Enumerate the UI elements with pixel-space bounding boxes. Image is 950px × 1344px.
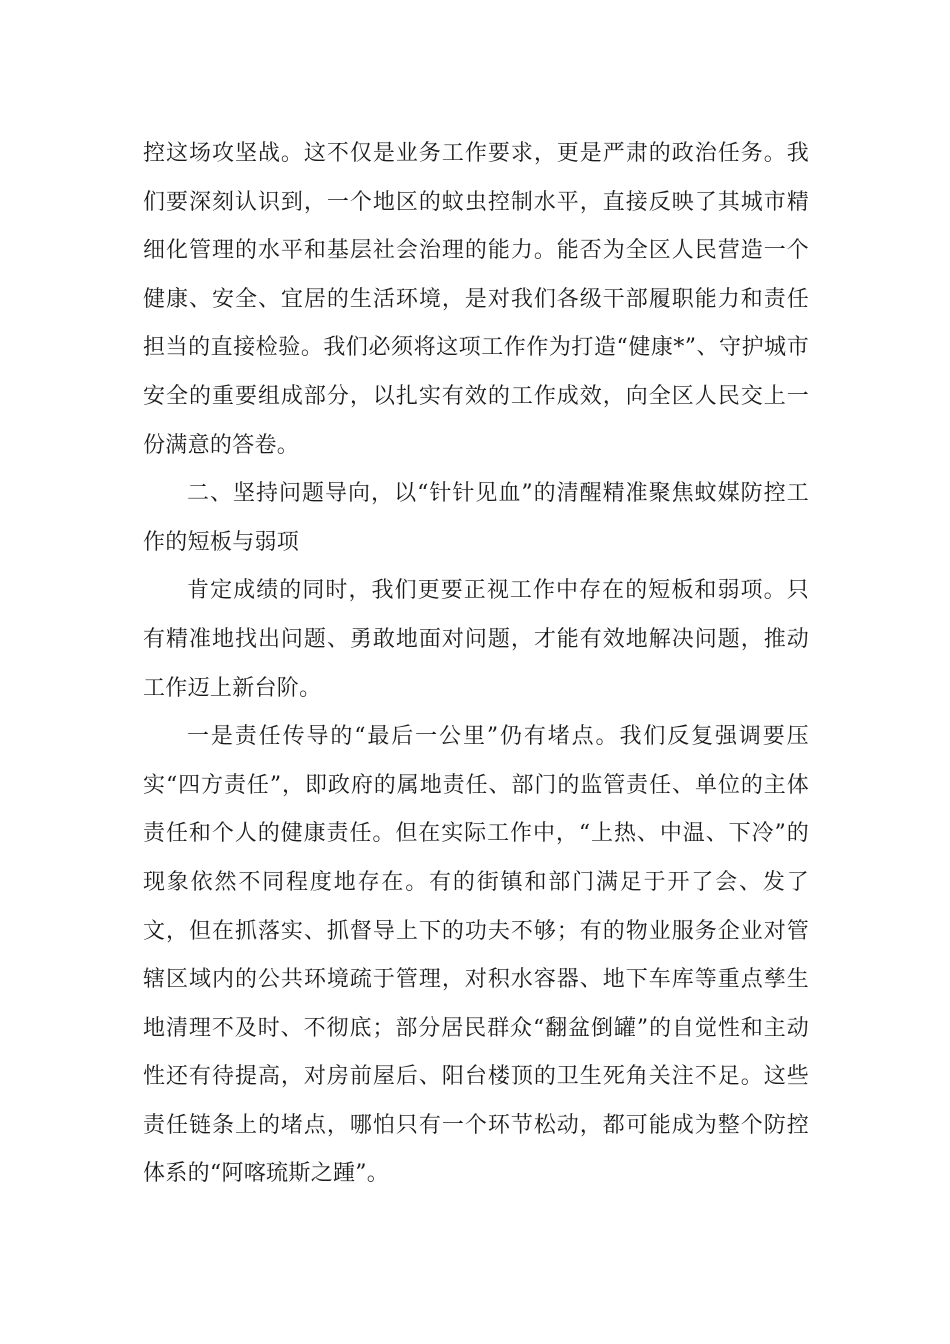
paragraph-intro: 肯定成绩的同时，我们更要正视工作中存在的短板和弱项。只有精准地找出问题、勇敢地面对问题，才能有效地解决问题，推动工作迈上新台阶。: [143, 578, 809, 701]
paragraph-continuation: 控这场攻坚战。这不仅是业务工作要求，更是严肃的政治任务。我们要深刻认识到，一个地区的蚊虫控制水平，直接反映了其城市精细化管理的水平和基层社会治理的能力。能否为全区人民营造一个健康、安全、宜居的生活环境，是对我们各级干部履职能力和责任担当的直接检验。我们必须将这项工作作为打造“健康*”、守护城市安全的重要组成部分，以扎实有效的工作成效，向全区人民交上一份满意的答卷。: [143, 141, 809, 458]
section-heading-two: 二、坚持问题导向，以“针针见血”的清醒精准聚焦蚊媒防控工作的短板与弱项: [143, 481, 809, 555]
document-body: [143, 130, 809, 1199]
paragraph-point-one: 一是责任传导的“最后一公里”仍有堵点。我们反复强调要压实“四方责任”，即政府的属地责任、部门的监管责任、单位的主体责任和个人的健康责任。但在实际工作中，“上热、中温、下冷”的现象依然不同程度地存在。有的街镇和部门满足于开了会、发了文，但在抓落实、抓督导上下的功夫不够；有的物业服务企业对管辖区域内的公共环境疏于管理，对积水容器、地下车库等重点孳生地清理不及时、不彻底；部分居民群众“翻盆倒罐”的自觉性和主动性还有待提高，对房前屋后、阳台楼顶的卫生死角关注不足。这些责任链条上的堵点，哪怕只有一个环节松动，都可能成为整个防控体系的“阿喀琉斯之踵”。: [143, 724, 809, 1187]
